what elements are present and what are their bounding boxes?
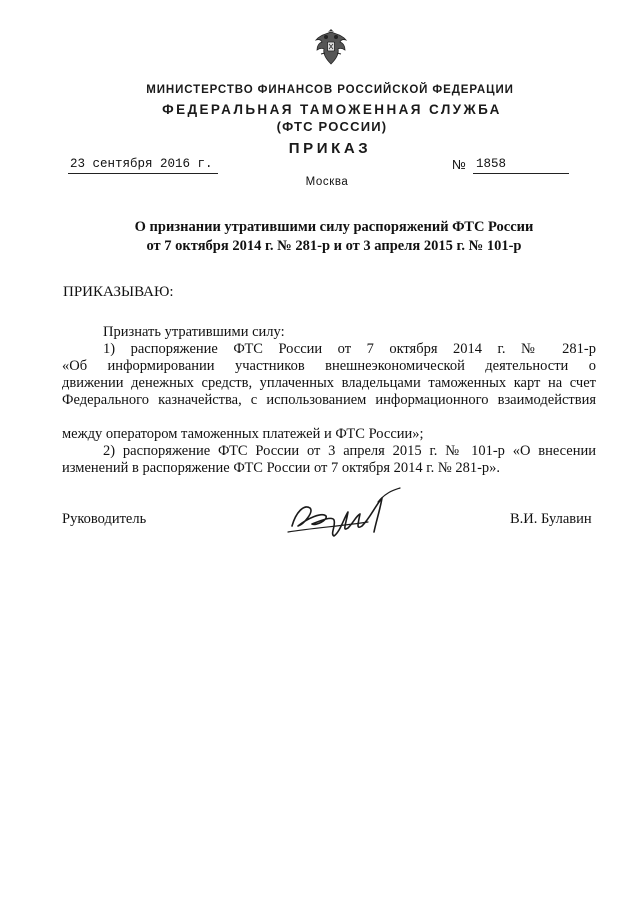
signer-name: В.И. Булавин (510, 511, 592, 527)
body-line: Федерального казначейства, с использованием информационного взаимодействия (62, 392, 596, 408)
number-field (473, 157, 569, 174)
signer-role: Руководитель (62, 511, 147, 527)
subject-line-1: О признании утратившими силу распоряжений ФТС России (134, 219, 534, 235)
body-line: изменений в распоряжение ФТС России от 7 октября 2014 г. № 281-р». (62, 460, 501, 476)
body-line: между оператором таможенных платежей и ФТС России»; (62, 426, 424, 442)
body-line: 2) распоряжение ФТС России от 3 апреля 2015 г. № 101-р «О внесении (103, 443, 596, 459)
service-name: ФЕДЕРАЛЬНАЯ ТАМОЖЕННАЯ СЛУЖБА (162, 102, 502, 117)
body-line: 1) распоряжение ФТС России от 7 октября 2014 г. № 281-р (103, 341, 596, 357)
service-abbreviation: (ФТС РОССИИ) (276, 119, 388, 134)
date-value: 23 сентября 2016 г. (70, 157, 213, 171)
city: Москва (305, 176, 349, 188)
number-value: 1858 (476, 157, 507, 171)
body-line: «Об информировании участников внешнеэкономической деятельности о (62, 358, 596, 374)
body-line: Признать утратившими силу: (103, 324, 285, 340)
ministry-name: МИНИСТЕРСТВО ФИНАНСОВ РОССИЙСКОЙ ФЕДЕРАЦИИ (146, 84, 514, 96)
number-sign: № (452, 157, 466, 172)
directive: ПРИКАЗЫВАЮ: (63, 284, 174, 300)
coat-of-arms-icon (313, 26, 349, 68)
subject-line-2: от 7 октября 2014 г. № 281-р и от 3 апреля 2015 г. № 101-р (146, 238, 522, 254)
handwritten-signature (282, 482, 412, 548)
document-type: ПРИКАЗ (288, 140, 372, 157)
body-line: движении денежных средств, уплаченных владельцами таможенных карт на счет (62, 375, 596, 391)
date-field (68, 157, 218, 174)
